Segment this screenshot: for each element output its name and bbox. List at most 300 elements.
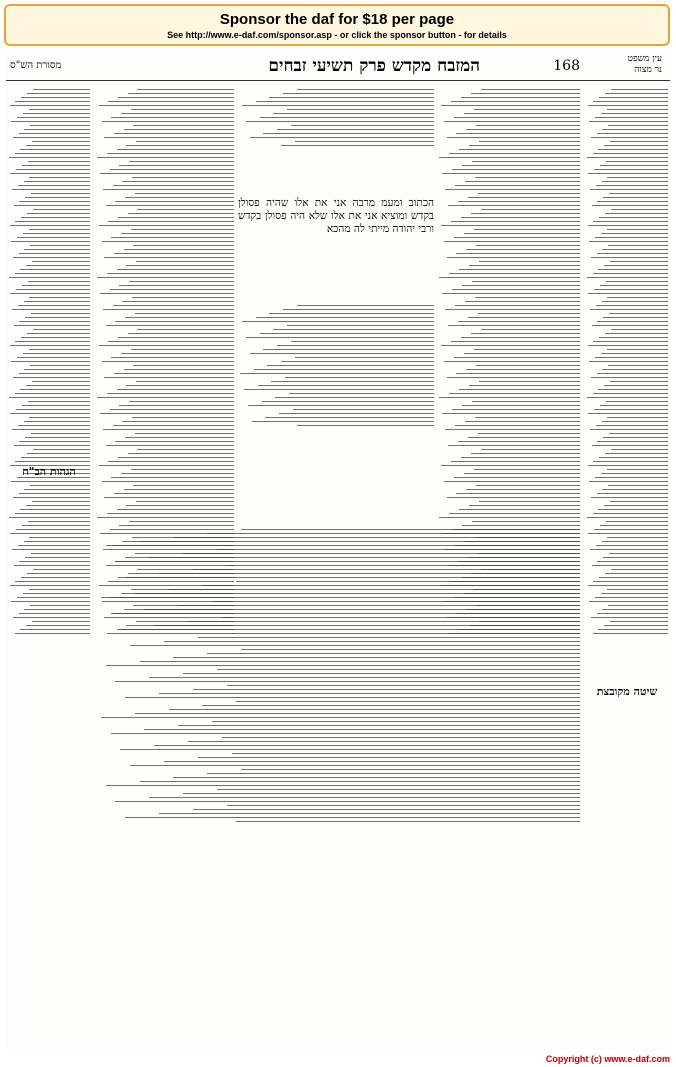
text-line xyxy=(135,313,234,314)
text-line xyxy=(132,177,234,178)
text-line xyxy=(108,461,234,462)
text-line xyxy=(159,693,580,694)
text-line xyxy=(588,585,668,586)
text-line xyxy=(241,529,580,530)
text-line xyxy=(33,449,90,450)
text-line xyxy=(609,433,668,434)
text-line xyxy=(125,197,234,198)
text-line xyxy=(164,761,580,762)
text-line xyxy=(455,185,580,186)
text-line xyxy=(13,617,90,618)
text-line xyxy=(19,493,90,494)
text-line xyxy=(136,501,234,502)
text-line xyxy=(587,517,668,518)
text-line xyxy=(22,165,90,166)
text-line xyxy=(481,449,580,450)
text-line xyxy=(122,181,234,182)
text-line xyxy=(595,597,668,598)
text-line xyxy=(604,265,668,266)
text-line xyxy=(588,533,668,534)
text-line xyxy=(267,365,434,366)
text-line xyxy=(609,553,668,554)
text-line xyxy=(466,129,580,130)
text-line xyxy=(596,545,668,546)
text-line xyxy=(481,89,580,90)
text-line xyxy=(444,361,580,362)
text-line xyxy=(21,577,90,578)
text-line xyxy=(144,729,580,730)
text-line xyxy=(444,481,580,482)
text-line xyxy=(227,805,580,806)
text-line xyxy=(20,269,90,270)
text-line xyxy=(15,273,90,274)
text-line xyxy=(29,229,91,230)
text-line xyxy=(136,141,234,142)
text-line xyxy=(15,153,90,154)
text-line xyxy=(19,441,90,442)
text-line xyxy=(135,433,234,434)
text-line xyxy=(12,189,90,190)
text-line xyxy=(115,321,234,322)
text-line xyxy=(464,353,580,354)
gemara-lower-block xyxy=(238,302,434,522)
text-line xyxy=(18,305,90,306)
text-line xyxy=(100,173,234,174)
text-line xyxy=(591,257,668,258)
text-line xyxy=(448,205,580,206)
text-line xyxy=(466,489,580,490)
text-line xyxy=(128,333,234,334)
text-line xyxy=(597,373,668,374)
text-line xyxy=(13,497,90,498)
gemara-top-block xyxy=(238,86,434,192)
text-line xyxy=(293,409,434,410)
text-line xyxy=(137,449,234,450)
text-line xyxy=(456,133,580,134)
text-line xyxy=(106,545,580,546)
text-line xyxy=(131,109,235,110)
text-line xyxy=(9,397,90,398)
text-line xyxy=(99,225,234,226)
text-line xyxy=(608,125,668,126)
text-line xyxy=(254,369,434,370)
text-line xyxy=(14,565,90,566)
text-line xyxy=(449,153,580,154)
text-line xyxy=(129,281,234,282)
text-line xyxy=(458,441,580,442)
text-line xyxy=(183,793,580,794)
text-line xyxy=(297,305,434,306)
text-line xyxy=(588,293,668,294)
text-line xyxy=(472,521,580,522)
text-line xyxy=(124,369,234,370)
text-line xyxy=(99,105,234,106)
text-line xyxy=(128,93,234,94)
text-line xyxy=(287,325,434,326)
text-line xyxy=(15,633,90,634)
text-line xyxy=(111,237,234,238)
text-line xyxy=(241,769,580,770)
text-line xyxy=(589,361,668,362)
text-line xyxy=(104,137,234,138)
text-line xyxy=(479,381,580,382)
text-line xyxy=(445,429,580,430)
text-line xyxy=(449,273,580,274)
text-line xyxy=(198,637,580,638)
text-line xyxy=(212,721,580,722)
text-line xyxy=(606,521,668,522)
text-line xyxy=(478,433,580,434)
text-line xyxy=(444,121,580,122)
text-line xyxy=(442,173,580,174)
text-line xyxy=(465,301,580,302)
text-line xyxy=(593,341,668,342)
text-line xyxy=(588,413,668,414)
text-line xyxy=(29,537,90,538)
text-line xyxy=(601,233,668,234)
text-line xyxy=(246,121,434,122)
text-line xyxy=(448,325,580,326)
text-line xyxy=(447,377,580,378)
text-line xyxy=(442,413,580,414)
text-line xyxy=(591,617,668,618)
text-line xyxy=(111,477,234,478)
text-line xyxy=(122,301,234,302)
text-line xyxy=(269,97,434,98)
text-line xyxy=(18,545,90,546)
text-line xyxy=(26,145,90,146)
text-line xyxy=(16,289,90,290)
text-line xyxy=(478,193,580,194)
text-line xyxy=(604,145,668,146)
text-line xyxy=(103,189,234,190)
text-line xyxy=(24,181,90,182)
text-line xyxy=(591,137,668,138)
page-header xyxy=(6,54,670,80)
text-line xyxy=(297,425,434,426)
text-line xyxy=(601,353,668,354)
text-line xyxy=(454,117,580,118)
text-line xyxy=(97,277,234,278)
text-line xyxy=(120,629,580,630)
text-line xyxy=(593,221,668,222)
text-line xyxy=(111,117,234,118)
text-line xyxy=(114,493,234,494)
text-line xyxy=(602,609,668,610)
text-line xyxy=(587,397,668,398)
text-line xyxy=(459,269,580,270)
text-line xyxy=(593,153,668,154)
text-line xyxy=(271,381,434,382)
text-line xyxy=(32,501,90,502)
text-line xyxy=(610,381,668,382)
text-line xyxy=(10,293,90,294)
text-line xyxy=(597,493,668,494)
text-line xyxy=(442,293,580,294)
text-line xyxy=(28,281,90,282)
text-line xyxy=(611,449,668,450)
text-line xyxy=(242,321,434,322)
text-line xyxy=(244,389,434,390)
text-line xyxy=(130,765,580,766)
text-line xyxy=(588,105,668,106)
text-line xyxy=(132,297,234,298)
text-line xyxy=(129,521,234,522)
text-line xyxy=(455,305,580,306)
text-line xyxy=(597,441,668,442)
text-line xyxy=(481,209,580,210)
text-line xyxy=(459,389,580,390)
text-line xyxy=(115,201,234,202)
text-line xyxy=(183,553,580,554)
text-line xyxy=(136,381,234,382)
text-line xyxy=(592,205,668,206)
text-line xyxy=(198,757,580,758)
text-line xyxy=(12,549,90,550)
text-line xyxy=(598,629,668,630)
text-line xyxy=(476,245,580,246)
text-line xyxy=(461,217,580,218)
text-line xyxy=(242,105,434,106)
text-line xyxy=(31,193,90,194)
text-line xyxy=(188,741,580,742)
copyright-notice[interactable]: Copyright (c) www.e-daf.com xyxy=(545,1054,670,1064)
text-line xyxy=(125,437,234,438)
text-line xyxy=(598,149,668,150)
text-line xyxy=(11,241,90,242)
text-line xyxy=(24,609,90,610)
text-line xyxy=(474,349,581,350)
text-line xyxy=(106,325,234,326)
text-line xyxy=(469,145,580,146)
text-line xyxy=(472,161,580,162)
text-line xyxy=(115,801,580,802)
text-line xyxy=(135,713,580,714)
text-line xyxy=(456,373,580,374)
text-line xyxy=(459,149,580,150)
text-line xyxy=(594,169,668,170)
text-line xyxy=(599,337,668,338)
text-line xyxy=(32,141,90,142)
text-line xyxy=(32,261,90,262)
text-line xyxy=(17,357,90,358)
text-line xyxy=(454,477,580,478)
text-line xyxy=(599,217,668,218)
text-line xyxy=(135,193,234,194)
text-line xyxy=(118,97,234,98)
text-line xyxy=(102,481,234,482)
text-line xyxy=(593,273,668,274)
text-line xyxy=(27,213,90,214)
text-line xyxy=(466,369,580,370)
text-line xyxy=(31,313,90,314)
text-line xyxy=(126,145,234,146)
text-line xyxy=(449,393,580,394)
text-line xyxy=(101,597,580,598)
header-rule xyxy=(6,80,670,81)
text-line xyxy=(601,473,668,474)
text-line xyxy=(97,517,234,518)
text-line xyxy=(597,253,668,254)
text-line xyxy=(133,125,234,126)
text-line xyxy=(611,209,668,210)
ein-mishpat-label: עין משפט נר מצוה xyxy=(627,54,662,75)
text-line xyxy=(31,553,90,554)
text-line xyxy=(600,525,668,526)
text-line xyxy=(207,653,580,654)
text-line xyxy=(471,213,580,214)
text-line xyxy=(468,437,580,438)
text-line xyxy=(136,261,234,262)
text-line xyxy=(193,689,580,690)
text-line xyxy=(24,301,90,302)
text-line xyxy=(603,197,668,198)
text-line xyxy=(611,89,668,90)
text-line xyxy=(164,641,580,642)
text-line xyxy=(110,169,234,170)
text-line xyxy=(595,357,668,358)
text-line xyxy=(20,509,90,510)
text-line xyxy=(135,593,580,594)
text-line xyxy=(12,309,90,310)
text-line xyxy=(114,253,234,254)
text-line xyxy=(16,409,90,410)
text-line xyxy=(277,345,434,346)
text-line xyxy=(607,589,669,590)
text-line xyxy=(461,337,580,338)
text-line xyxy=(445,189,580,190)
text-line xyxy=(481,329,580,330)
text-line xyxy=(110,289,234,290)
text-line xyxy=(173,537,580,538)
text-line xyxy=(113,185,234,186)
text-line xyxy=(118,217,234,218)
text-line xyxy=(599,97,668,98)
text-line xyxy=(608,365,668,366)
text-line xyxy=(23,353,90,354)
text-line xyxy=(594,529,668,530)
text-line xyxy=(217,669,580,670)
text-line xyxy=(104,377,234,378)
text-line xyxy=(114,133,234,134)
text-line xyxy=(28,161,90,162)
text-line xyxy=(602,489,668,490)
text-line xyxy=(100,293,234,294)
text-line xyxy=(597,133,668,134)
text-line xyxy=(30,605,90,606)
text-line xyxy=(593,581,668,582)
text-line xyxy=(454,237,580,238)
text-line xyxy=(604,385,668,386)
text-line xyxy=(22,285,90,286)
text-line xyxy=(464,233,580,234)
sponsor-title[interactable]: Sponsor the daf for $18 per page xyxy=(219,11,455,28)
text-line xyxy=(444,241,580,242)
text-line xyxy=(589,241,668,242)
text-line xyxy=(13,377,90,378)
text-line xyxy=(102,241,234,242)
text-line xyxy=(474,469,581,470)
text-line xyxy=(129,401,234,402)
text-line xyxy=(466,249,580,250)
text-line xyxy=(236,581,580,582)
sponsor-subtitle[interactable]: See http://www.e-daf.com/sponsor.asp - or click the sponsor button - for details xyxy=(167,30,507,40)
text-line xyxy=(269,313,434,314)
text-line xyxy=(115,681,580,682)
text-line xyxy=(240,373,434,374)
text-line xyxy=(469,505,580,506)
text-line xyxy=(132,417,234,418)
text-line xyxy=(236,701,580,702)
text-line xyxy=(476,125,580,126)
text-line xyxy=(592,445,668,446)
text-line xyxy=(474,109,581,110)
text-line xyxy=(451,461,580,462)
text-line xyxy=(124,249,234,250)
text-line xyxy=(103,309,234,310)
text-line xyxy=(439,277,580,278)
text-line xyxy=(291,125,434,126)
text-line xyxy=(232,753,580,754)
text-line xyxy=(29,349,91,350)
text-line xyxy=(106,665,580,666)
text-line xyxy=(601,593,668,594)
text-line xyxy=(159,573,580,574)
text-line xyxy=(588,345,668,346)
text-line xyxy=(605,93,668,94)
text-line xyxy=(256,317,434,318)
text-line xyxy=(479,501,580,502)
text-line xyxy=(10,105,90,106)
text-line xyxy=(27,333,90,334)
text-line xyxy=(16,169,90,170)
text-line xyxy=(97,157,234,158)
text-line xyxy=(19,133,90,134)
text-line xyxy=(15,581,90,582)
text-line xyxy=(441,225,580,226)
text-line xyxy=(590,549,668,550)
text-line xyxy=(227,565,580,566)
sponsor-banner[interactable] xyxy=(4,4,670,46)
text-line xyxy=(212,601,580,602)
text-line xyxy=(607,109,669,110)
text-line xyxy=(154,745,580,746)
text-line xyxy=(15,393,90,394)
text-line xyxy=(476,485,580,486)
text-line xyxy=(464,473,580,474)
text-line xyxy=(593,513,668,514)
text-line xyxy=(602,249,668,250)
text-line xyxy=(472,401,580,402)
text-line xyxy=(597,561,668,562)
text-line xyxy=(24,541,90,542)
text-line xyxy=(11,121,90,122)
text-line xyxy=(250,353,434,354)
text-line xyxy=(593,633,668,634)
text-line xyxy=(598,509,668,510)
text-line xyxy=(607,537,668,538)
text-line xyxy=(602,541,668,542)
text-line xyxy=(17,597,90,598)
text-line xyxy=(102,121,234,122)
text-line xyxy=(178,725,580,726)
text-line xyxy=(15,341,90,342)
text-line xyxy=(111,613,580,614)
text-line xyxy=(608,485,668,486)
text-line xyxy=(606,401,668,402)
text-line xyxy=(99,465,234,466)
text-line xyxy=(587,157,668,158)
